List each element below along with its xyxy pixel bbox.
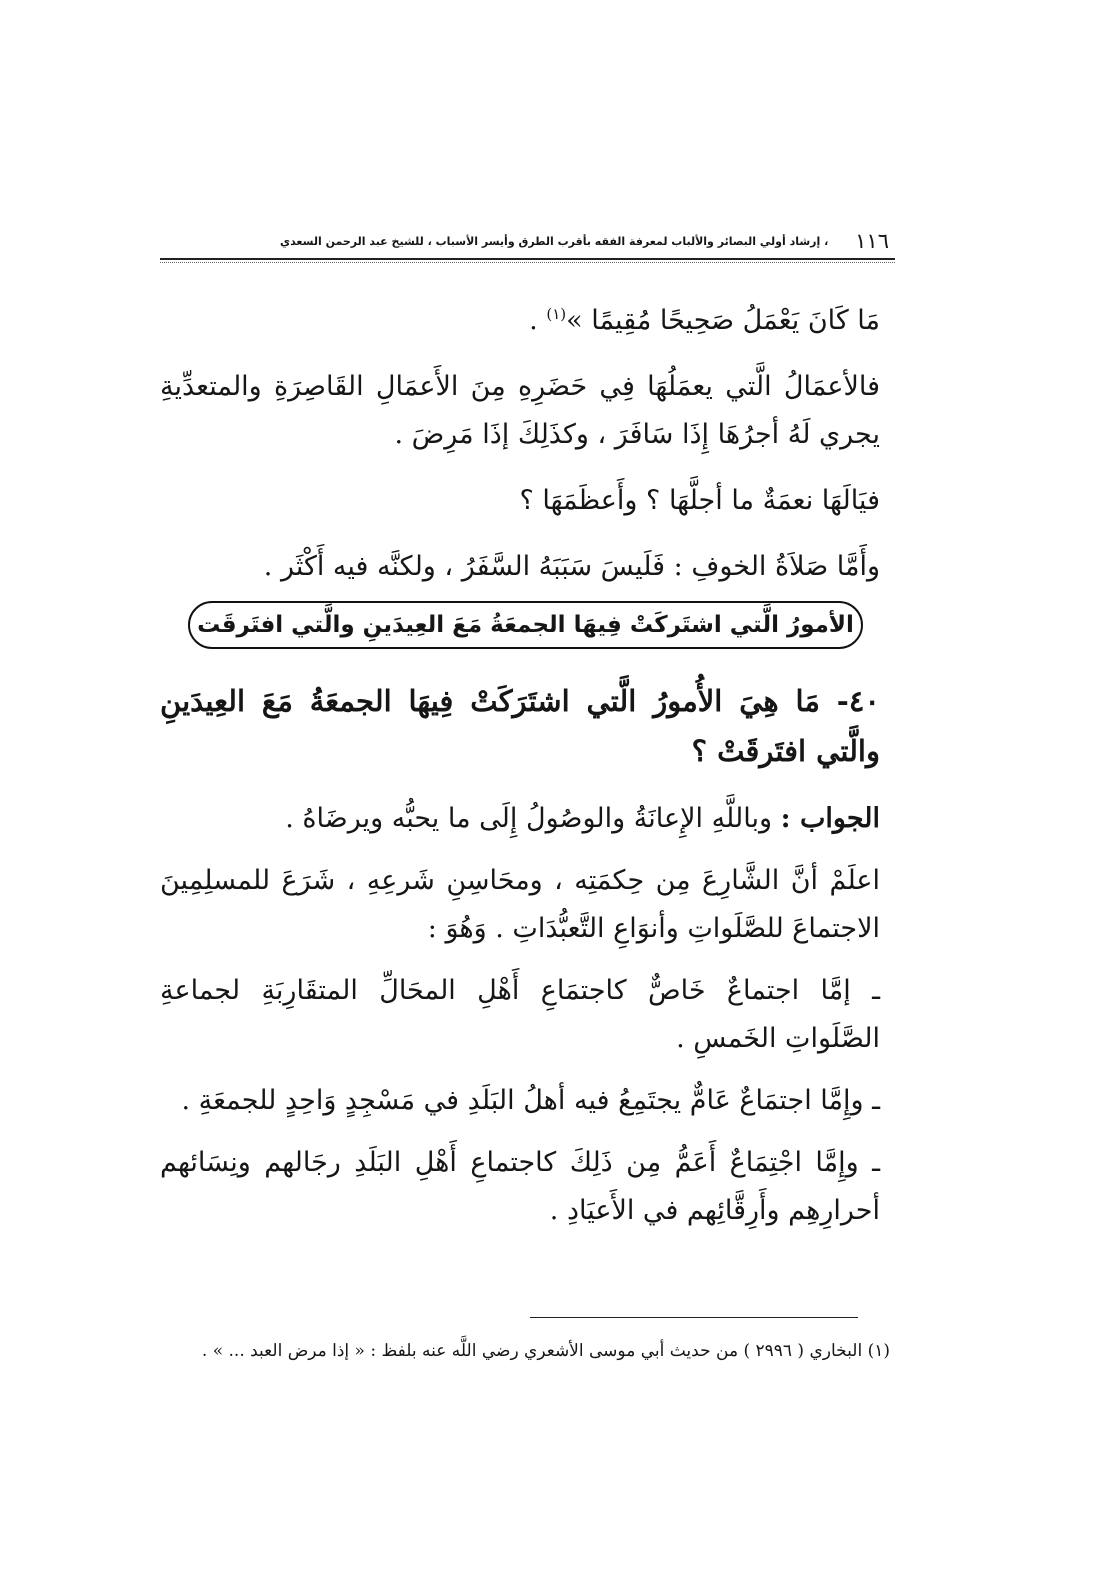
answer-label: الجواب : xyxy=(780,803,880,834)
footnote-ref[interactable]: (١) xyxy=(546,305,567,323)
page-number: ١١٦ xyxy=(855,229,889,253)
question-heading: ٤٠- مَا هِيَ الأُمورُ الَّتي اشتَرَكَتْ فِيهَا الجمعَةُ مَعَ العِيدَينِ والَّتي افتَرقَتْ ؟ xyxy=(160,684,880,768)
answer-paragraph-1: اعلَمْ أنَّ الشَّارِعَ مِن حِكمَتِه ، ومحَاسِنِ شَرعِهِ ، شَرَعَ للمسلِمِينَ الاجتماعَ للصَّلَواتِ وأنوَاعِ التَّعبُّدَاتِ . وَهُوَ : xyxy=(160,865,880,944)
footnote: (١) البخاري ( ٢٩٩٦ ) من حديث أبي موسى الأشعري رضي اللَّه عنه بلفظ : « إذا مرض العبد ... » . xyxy=(201,1341,890,1361)
paragraph-2: فالأعمَالُ الَّتي يعمَلُهَا فِي حَضَرِهِ مِنَ الأَعمَالِ القَاصِرَةِ والمتعدِّيةِ يجري لَهُ أجرُهَا إِذَا سَافَرَ ، وكذَلِكَ إذَا مَرِضَ . xyxy=(160,371,880,450)
paragraph-1-end: . xyxy=(529,305,547,336)
section-heading-box: الأمورُ الَّتي اشتَركَتْ فِيهَا الجمعَةُ مَعَ العِيدَينِ والَّتي افتَرقَت xyxy=(188,601,863,649)
top-text-block xyxy=(160,290,880,591)
answer-intro xyxy=(160,795,880,843)
answer-paragraph-2: ـ إمَّا اجتماعٌ خَاصٌّ كاجتمَاعِ أَهْلِ المحَالِّ المتقَارِبَةِ لجماعةِ الصَّلَواتِ الخَمسِ . xyxy=(160,975,880,1054)
paragraph-1-text: مَا كَانَ يَعْمَلُ صَحِيحًا مُقِيمًا » xyxy=(566,305,880,336)
header-dotted-rule xyxy=(160,262,895,263)
answer-paragraph-4: ـ وإِمَّا اجْتِمَاعٌ أَعَمُّ مِن ذَلِكَ كاجتماعِ أَهْلِ البَلَدِ رجَالهم ونِسَائهم أحرارِهِم وأَرِقَّائِهم في الأَعيَادِ . xyxy=(160,1147,880,1226)
footnote-separator xyxy=(530,1317,858,1318)
book-title: ، إرشاد أولي البصائر والألباب لمعرفة الفقه بأقرب الطرق وأيسر الأسباب ، للشيخ عبد الرحمن السعدي xyxy=(280,235,829,248)
answer-paragraph-3: ـ وإِمَّا اجتمَاعٌ عَامٌّ يجتَمِعُ فيه أهلُ البَلَدِ في مَسْجِدٍ وَاحِدٍ للجمعَةِ . xyxy=(181,1085,880,1116)
paragraph-3: فيَالَهَا نعمَةٌ ما أجلَّهَا ؟ وأَعظَمَهَا ؟ xyxy=(519,485,880,516)
paragraph-4: وأَمَّا صَلاَةُ الخوفِ : فَلَيسَ سَبَبَهُ السَّفَرُ ، ولكنَّه فيه أَكْثَر . xyxy=(263,551,880,582)
paragraph-1 xyxy=(160,290,880,345)
running-header xyxy=(160,229,895,259)
header-rule xyxy=(160,258,895,260)
answer-intro-text: وباللَّهِ الإِعانَةُ والوصُولُ إِلَى ما يحبُّه ويرضَاهُ . xyxy=(285,803,781,834)
answer-block xyxy=(160,795,880,1235)
